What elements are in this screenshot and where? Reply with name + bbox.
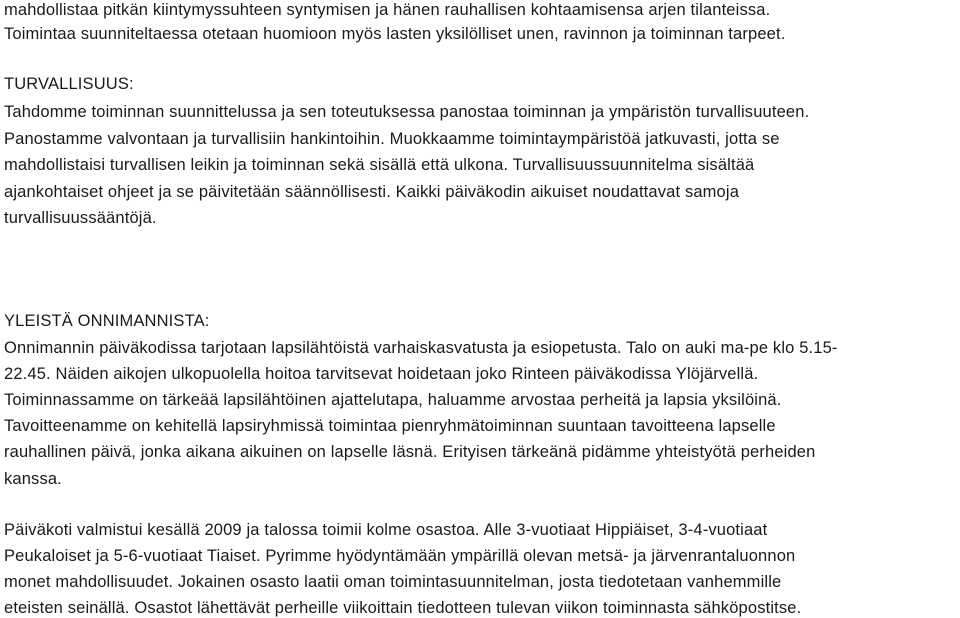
heading-yleista-onnimannista: YLEISTÄ ONNIMANNISTA: [4, 312, 210, 330]
text-line-paivakoti: Päiväkoti valmistui kesällä 2009 ja talossa toimii kolme osastoa. Alle 3-vuotiaat Hippiäiset, 3-4-vuotiaat [4, 521, 768, 539]
text-line-monet: monet mahdollisuudet. Jokainen osasto laatii oman toimintasuunnitelman, josta tiedotetaan vanhemmille [4, 573, 782, 591]
text-line-turvallisuussaantoja: turvallisuussääntöjä. [4, 209, 157, 227]
text-line-peukaloiset: Peukaloiset ja 5-6-vuotiaat Tiaiset. Pyrimme hyödyntämään ympärillä olevan metsä- ja järvenrantaluonnon [4, 547, 796, 565]
text-line-ajankohtaiset: ajankohtaiset ohjeet ja se päivitetään säännöllisesti. Kaikki päiväkodin aikuiset noudattavat samoja [4, 183, 740, 201]
text-line-mahdollistaisi: mahdollistaisi turvallisen leikin ja toiminnan sekä sisällä että ulkona. Turvallisuussuunnitelma sisältää [4, 156, 755, 174]
text-line-aukioloajat: 22.45. Näiden aikojen ulkopuolella hoitoa tarvitsevat hoidetaan joko Rinteen päiväkodissa Ylöjärvellä. [4, 365, 759, 383]
text-line-onnimannin: Onnimannin päiväkodissa tarjotaan lapsilähtöistä varhaiskasvatusta ja esiopetusta. Talo on auki ma-pe klo 5.15- [4, 339, 838, 357]
text-line-kanssa: kanssa. [4, 470, 62, 488]
text-line-mahdollistaa: mahdollistaa pitkän kiintymyssuhteen syntymisen ja hänen rauhallisen kohtaamisensa arjen tilanteissa. [4, 1, 771, 19]
text-line-toimintaa: Toimintaa suunniteltaessa otetaan huomioon myös lasten yksilölliset unen, ravinnon ja toiminnan tarpeet. [4, 25, 786, 43]
text-line-eteisten: eteisten seinällä. Osastot lähettävät perheille viikoittain tiedotteen tulevan viikon toiminnasta sähköpostitse. [4, 599, 802, 617]
text-line-tahdomme: Tahdomme toiminnan suunnittelussa ja sen toteutuksessa panostaa toiminnan ja ympäristön turvallisuuteen. [4, 103, 810, 121]
text-line-rauhallinen: rauhallinen päivä, jonka aikana aikuinen on lapselle läsnä. Erityisen tärkeänä pidämme yhteistyötä perheiden [4, 443, 816, 461]
text-line-toiminnassamme: Toiminnassamme on tärkeää lapsilähtöinen ajattelutapa, haluamme arvostaa perheitä ja lapsia yksilöinä. [4, 391, 782, 409]
heading-turvallisuus: TURVALLISUUS: [4, 75, 134, 93]
text-line-panostamme: Panostamme valvontaan ja turvallisiin hankintoihin. Muokkaamme toimintaympäristöä jatkuvasti, jotta se [4, 130, 780, 148]
text-line-tavoitteenamme: Tavoitteenamme on kehitellä lapsiryhmissä toimintaa pienryhmätoiminnan suuntaan tavoitteena lapselle [4, 417, 776, 435]
